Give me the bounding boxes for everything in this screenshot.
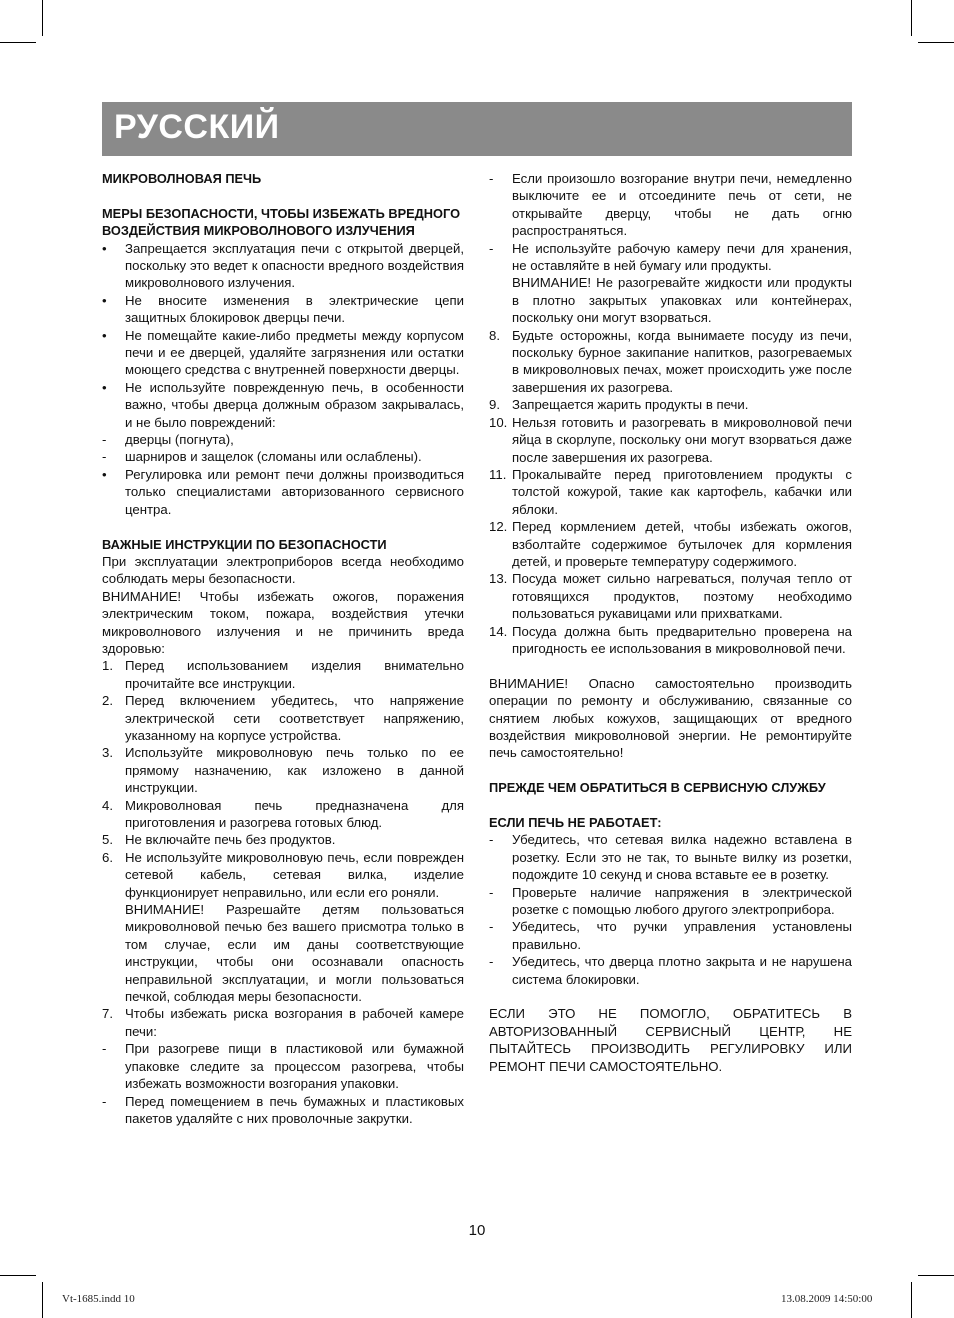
- crop-mark: [918, 1275, 954, 1276]
- list-item: [102, 1093, 464, 1128]
- list-item-text: Проверьте наличие напряжения в электрической розетке с помощью любого другого электроприбора.: [512, 884, 852, 918]
- list-item-text: Если произошло возгорание внутри печи, немедленно выключите ее и отсоедините печь от сети, не открывайте дверцу, чтобы не дать огню распространяться.: [512, 171, 852, 239]
- list-item-text: Будьте осторожны, когда вынимаете посуду из печи, поскольку бурное закипание напитков, разогреваемых в микроволновых печах, может происходить уже после завершения их разогрева.: [512, 327, 852, 395]
- list-marker: -: [489, 919, 494, 935]
- list-marker: 6.: [102, 849, 113, 865]
- list-marker: -: [102, 1093, 107, 1109]
- list-item: [102, 292, 464, 327]
- language-banner: [102, 102, 852, 156]
- list-item: [102, 466, 464, 518]
- list-item-text: Убедитесь, что дверца плотно закрыта и не нарушена система блокировки.: [512, 954, 852, 987]
- list-marker: -: [102, 449, 107, 465]
- list-marker: -: [489, 954, 494, 970]
- list-item: [489, 953, 852, 988]
- list-item: [489, 570, 852, 622]
- list-item: [102, 692, 464, 744]
- list-marker: -: [489, 240, 494, 256]
- list-item: [102, 797, 464, 832]
- list-marker: 14.: [489, 623, 508, 639]
- page-number: 10: [468, 1222, 486, 1239]
- list-item: [102, 901, 464, 1005]
- crop-mark: [911, 1282, 912, 1318]
- list-item-text: Регулировка или ремонт печи должны производиться только специалистами авторизованного сервисного центра.: [125, 466, 464, 517]
- list-item-text: ВНИМАНИЕ! Разрешайте детям пользоваться микроволновой печью без вашего присмотра только в том случае, если им даны соответствующие инструкции, чтобы они осознавали опасность неправильной эксплуатации, и могли пользоваться печкой, соблюдая меры безопасности.: [125, 902, 464, 1005]
- list-marker: •: [102, 240, 107, 256]
- instructions-list: [102, 657, 464, 1127]
- list-item: [489, 884, 852, 919]
- list-item-text: Не используйте рабочую камеру печи для хранения, не оставляйте в ней бумагу или продукты.: [512, 240, 852, 274]
- list-marker: 8.: [489, 327, 500, 343]
- list-marker: 5.: [102, 832, 113, 848]
- list-item-text: Посуда должна быть предварительно проверена на пригодность ее использования в микроволновой печи.: [512, 623, 852, 656]
- final-notice: ЕСЛИ ЭТО НЕ ПОМОГЛО, ОБРАТИТЕСЬ В АВТОРИЗОВАННЫЙ СЕРВИСНЫЙ ЦЕНТР, НЕ ПЫТАЙТЕСЬ ПРОИЗВОДИТЬ РЕГУЛИРОВКУ ИЛИ РЕМОНТ ПЕЧИ САМОСТОЯТЕЛЬНО.: [489, 1006, 852, 1074]
- list-item: [489, 518, 852, 570]
- list-item: [102, 379, 464, 431]
- list-item-text: Чтобы избежать риска возгорания в рабочей камере печи:: [125, 1006, 464, 1039]
- list-item-text: При разогреве пищи в пластиковой или бумажной упаковке следите за процессом разогрева, чтобы избежать возможности возгорания упаковки.: [125, 1041, 464, 1092]
- list-item: [489, 466, 852, 518]
- list-marker: •: [102, 327, 107, 343]
- list-item-text: Не включайте печь без продуктов.: [125, 832, 336, 848]
- list-item-text: Перед кормлением детей, чтобы избежать ожогов, взболтайте содержимое бутылочек для кормления детей, и проверьте температуру содержимого.: [512, 519, 852, 569]
- troubleshooting-list: [489, 831, 852, 988]
- list-item-text: Микроволновая печь предназначена для приготовления и разогрева готовых блюд.: [125, 797, 464, 830]
- list-item: [102, 1040, 464, 1092]
- right-column: [489, 170, 852, 1075]
- list-item-text: Запрещается эксплуатация печи с открытой дверцей, поскольку это ведет к опасности вредного воздействия микроволнового излучения.: [125, 240, 464, 291]
- crop-mark: [42, 1282, 43, 1318]
- list-item-text: Прокалывайте перед приготовлением продукты с толстой кожурой, такие как картофель, кабачки или яблоки.: [512, 466, 852, 517]
- list-item: [102, 831, 464, 848]
- footer-timestamp: 13.08.2009 14:50:00: [781, 1293, 873, 1305]
- footer-file-info: Vt-1685.indd 10: [62, 1293, 135, 1305]
- list-marker: -: [102, 432, 107, 448]
- list-item: [489, 918, 852, 953]
- list-item: [102, 744, 464, 796]
- list-item: [102, 849, 464, 901]
- list-marker: 13.: [489, 571, 508, 587]
- list-item: [102, 327, 464, 379]
- crop-mark: [918, 42, 954, 43]
- list-item-text: Перед помещением в печь бумажных и пластиковых пакетов удаляйте с них проволочные закрутки.: [125, 1093, 464, 1126]
- list-item: [102, 240, 464, 292]
- warning-paragraph: ВНИМАНИЕ! Чтобы избежать ожогов, поражения электрическим током, пожара, воздействия утечки микроволнового излучения и не причинить вреда здоровью:: [102, 588, 464, 656]
- list-item-text: Не используйте поврежденную печь, в особенности важно, чтобы дверца должным образом закрывалась, и не было повреждений:: [125, 379, 464, 430]
- list-item-text: Убедитесь, что сетевая вилка надежно вставлена в розетку. Если это не так, то выньте вилку из розетки, подождите 10 секунд и снова вставьте ее в розетку.: [512, 832, 852, 883]
- service-heading: ПРЕЖДЕ ЧЕМ ОБРАТИТЬСЯ В СЕРВИСНУЮ СЛУЖБУ: [489, 780, 826, 796]
- list-marker: 1.: [102, 658, 113, 674]
- list-item-text: Убедитесь, что ручки управления установлены правильно.: [512, 919, 852, 952]
- list-marker: 2.: [102, 693, 113, 709]
- list-marker: •: [102, 379, 107, 395]
- list-item-text: ВНИМАНИЕ! Не разогревайте жидкости или продукты в плотно закрытых упаковках или контейнерах, поскольку они могут взорваться.: [512, 275, 852, 326]
- list-marker: 11.: [489, 466, 507, 482]
- list-item: [102, 431, 464, 448]
- list-item: [489, 274, 852, 326]
- list-item: [489, 831, 852, 883]
- crop-mark: [0, 1275, 36, 1276]
- not-working-heading: ЕСЛИ ПЕЧЬ НЕ РАБОТАЕТ:: [489, 814, 662, 830]
- list-marker: -: [489, 171, 494, 186]
- list-item-text: Запрещается жарить продукты в печи.: [512, 397, 749, 413]
- list-marker: 10.: [489, 414, 508, 430]
- list-item: [489, 623, 852, 658]
- crop-mark: [911, 0, 912, 36]
- list-marker: •: [102, 292, 107, 308]
- list-marker: •: [102, 466, 107, 482]
- list-item-text: шарниров и защелок (сломаны или ослаблены).: [125, 449, 422, 465]
- list-item-text: Не используйте микроволновую печь, если поврежден сетевой кабель, сетевая вилка, изделие функционирует неправильно, или если его роняли.: [125, 849, 464, 900]
- list-item-text: Посуда может сильно нагреваться, получая тепло от готовящихся продуктов, поэтому необходимо пользоваться рукавицами или прихватками.: [512, 571, 852, 622]
- list-item: [102, 657, 464, 692]
- list-item: [489, 327, 852, 397]
- list-marker: 3.: [102, 745, 113, 761]
- list-item-text: Не помещайте какие-либо предметы между корпусом печи и ее дверцей, удаляйте загрязнения или остатки моющего средства с внутренней поверхности дверцы.: [125, 327, 464, 378]
- intro-paragraph: При эксплуатации электроприборов всегда необходимо соблюдать меры безопасности.: [102, 553, 464, 587]
- list-item-text: Перед включением убедитесь, что напряжение электрической сети соответствует напряжению, указанному на корпусе устройства.: [125, 693, 464, 743]
- list-item: [489, 170, 852, 240]
- instructions-list-continued: [489, 170, 852, 657]
- list-item-text: дверцы (погнута),: [125, 432, 234, 448]
- list-marker: 12.: [489, 519, 508, 535]
- list-item: [489, 396, 852, 413]
- list-item-text: Перед использованием изделия внимательно прочитайте все инструкции.: [125, 658, 464, 691]
- list-marker: -: [489, 832, 494, 848]
- crop-mark: [0, 42, 36, 43]
- safety-list: [102, 240, 464, 519]
- list-item-text: Не вносите изменения в электрические цепи защитных блокировок дверцы печи.: [125, 292, 464, 326]
- list-item-text: Нельзя готовить и разогревать в микроволновой печи яйца в скорлупе, поскольку они могут взорваться даже после завершения их разогрева.: [512, 414, 852, 465]
- list-item: [489, 414, 852, 466]
- list-marker: 4.: [102, 797, 113, 813]
- list-marker: 9.: [489, 397, 500, 413]
- list-item-text: Используйте микроволновую печь только по ее прямому назначению, как изложено в данной инструкции.: [125, 745, 464, 796]
- list-marker: -: [102, 1041, 107, 1057]
- instructions-heading: ВАЖНЫЕ ИНСТРУКЦИИ ПО БЕЗОПАСНОСТИ: [102, 536, 387, 552]
- list-item: [102, 448, 464, 465]
- document-title: МИКРОВОЛНОВАЯ ПЕЧЬ: [102, 171, 262, 186]
- left-column: [102, 170, 464, 1127]
- list-item: [489, 240, 852, 275]
- list-marker: 7.: [102, 1006, 113, 1022]
- list-marker: -: [489, 884, 494, 900]
- list-item: [102, 1005, 464, 1040]
- safety-heading: МЕРЫ БЕЗОПАСНОСТИ, ЧТОБЫ ИЗБЕЖАТЬ ВРЕДНОГО ВОЗДЕЙСТВИЯ МИКРОВОЛНОВОГО ИЗЛУЧЕНИЯ: [102, 205, 461, 239]
- banner-title: РУССКИЙ: [114, 108, 280, 146]
- crop-mark: [42, 0, 43, 36]
- repair-warning: ВНИМАНИЕ! Опасно самостоятельно производить операции по ремонту и обслуживанию, связанные со снятием любых кожухов, защищающих от вредного воздействия микроволновой энергии. Не ремонтируйте печь самостоятельно!: [489, 675, 852, 761]
